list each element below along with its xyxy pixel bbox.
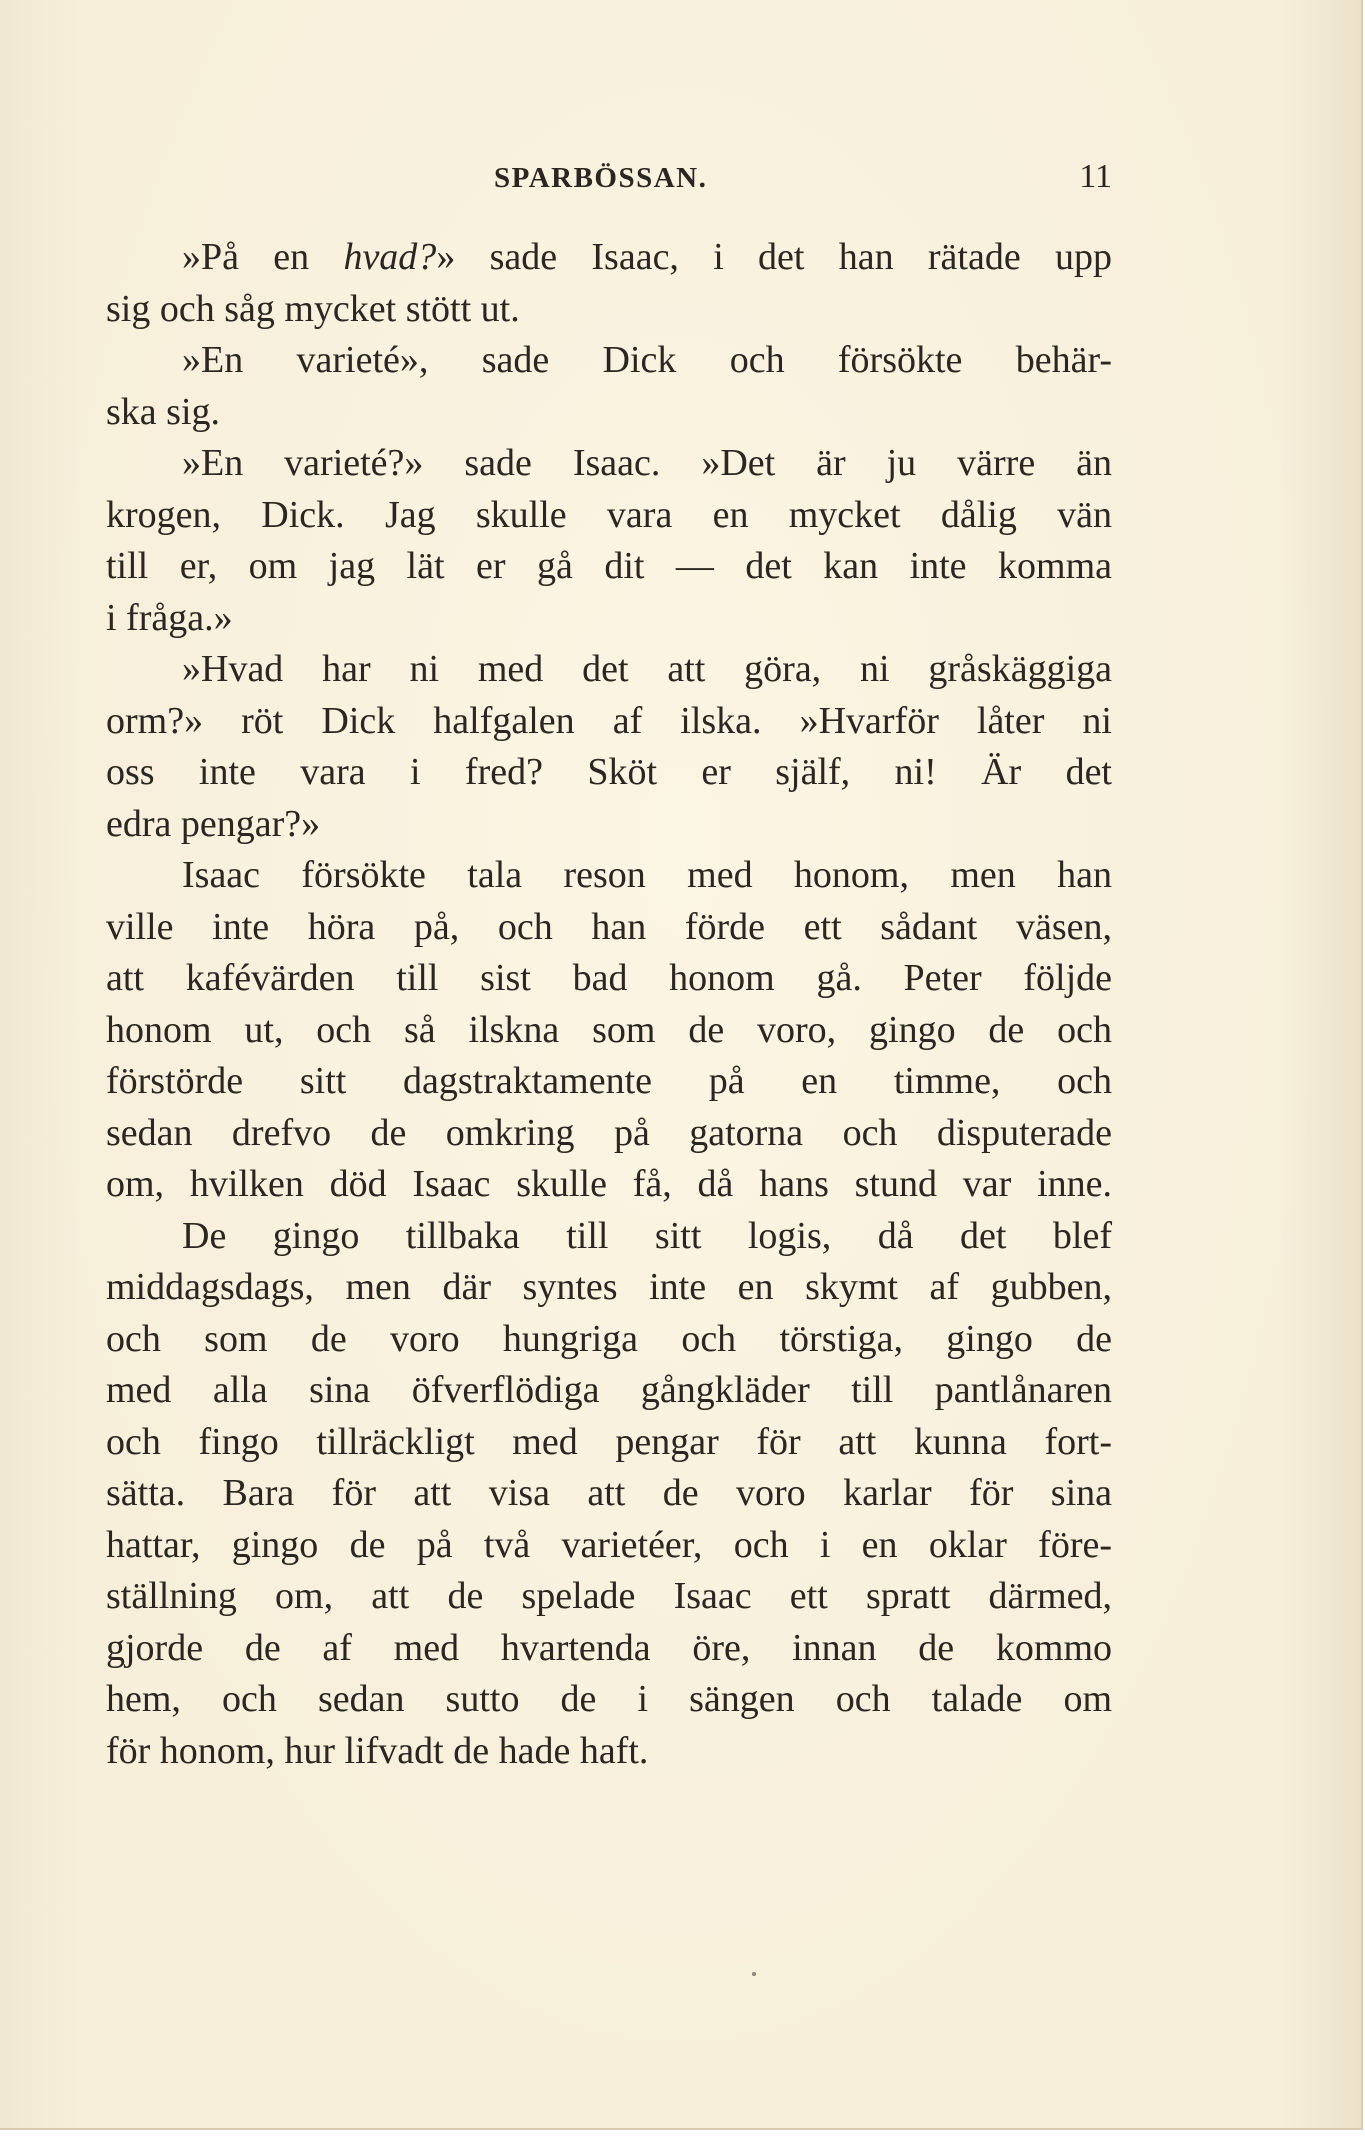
- text-line: honom ut, och så ilskna som de voro, gingo de och: [106, 1008, 1112, 1051]
- text-line: att kafévärden till sist bad honom gå. Peter följde: [106, 957, 1112, 999]
- text-line: i fråga.»: [106, 596, 233, 639]
- text-line: sig och såg mycket stött ut.: [106, 287, 520, 330]
- text-line: middagsdags, men där syntes inte en skymt af gubben,: [106, 1266, 1112, 1308]
- body-text: [106, 232, 1112, 1777]
- text-line: ville inte höra på, och han förde ett sådant väsen,: [106, 905, 1112, 948]
- page-header: [106, 158, 1112, 198]
- text-line: ska sig.: [106, 390, 220, 433]
- text-line: oss inte vara i fred? Sköt er själf, ni! Är det: [106, 751, 1112, 793]
- text-line: och som de voro hungriga och törstiga, gingo de: [106, 1317, 1112, 1360]
- text-line: till er, om jag lät er gå dit — det kan inte komma: [106, 545, 1112, 587]
- text-line: Isaac försökte tala reson med honom, men han: [182, 854, 1112, 896]
- page-number: 11: [1079, 158, 1112, 195]
- text-line: De gingo tillbaka till sitt logis, då det blef: [182, 1214, 1112, 1257]
- italic-word: hvad?: [343, 236, 437, 278]
- text-line: förstörde sitt dagstraktamente på en timme, och: [106, 1060, 1112, 1102]
- text-line: för honom, hur lifvadt de hade haft.: [106, 1729, 649, 1772]
- text-line: »En varieté?» sade Isaac. »Det är ju värre än: [182, 442, 1112, 484]
- text-line: gjorde de af med hvartenda öre, innan de kommo: [106, 1626, 1112, 1669]
- text-line: ställning om, att de spelade Isaac ett spratt därmed,: [106, 1575, 1112, 1617]
- text-line: edra pengar?»: [106, 802, 321, 845]
- paper-speck: [752, 1972, 756, 1976]
- text-line: »Hvad har ni med det att göra, ni gråskäggiga: [182, 648, 1112, 690]
- text-line: orm?» röt Dick halfgalen af ilska. »Hvarför låter ni: [106, 699, 1112, 742]
- text-line: »På en hvad?» sade Isaac, i det han rätade upp: [182, 236, 1112, 278]
- text-line: hattar, gingo de på två varietéer, och i en oklar före-: [106, 1523, 1112, 1566]
- text-line: hem, och sedan sutto de i sängen och talade om: [106, 1678, 1112, 1720]
- text-line: sätta. Bara för att visa att de voro karlar för sina: [106, 1472, 1112, 1514]
- text-line: »En varieté», sade Dick och försökte behär-: [182, 339, 1112, 381]
- text-line: sedan drefvo de omkring på gatorna och disputerade: [106, 1111, 1112, 1154]
- text-line: krogen, Dick. Jag skulle vara en mycket dålig vän: [106, 493, 1112, 536]
- running-title: SPARBÖSSAN.: [494, 162, 708, 194]
- text-line: och fingo tillräckligt med pengar för att kunna fort-: [106, 1420, 1112, 1463]
- text-line: med alla sina öfverflödiga gångkläder till pantlånaren: [106, 1369, 1112, 1411]
- text-line: om, hvilken död Isaac skulle få, då hans stund var inne.: [106, 1163, 1112, 1205]
